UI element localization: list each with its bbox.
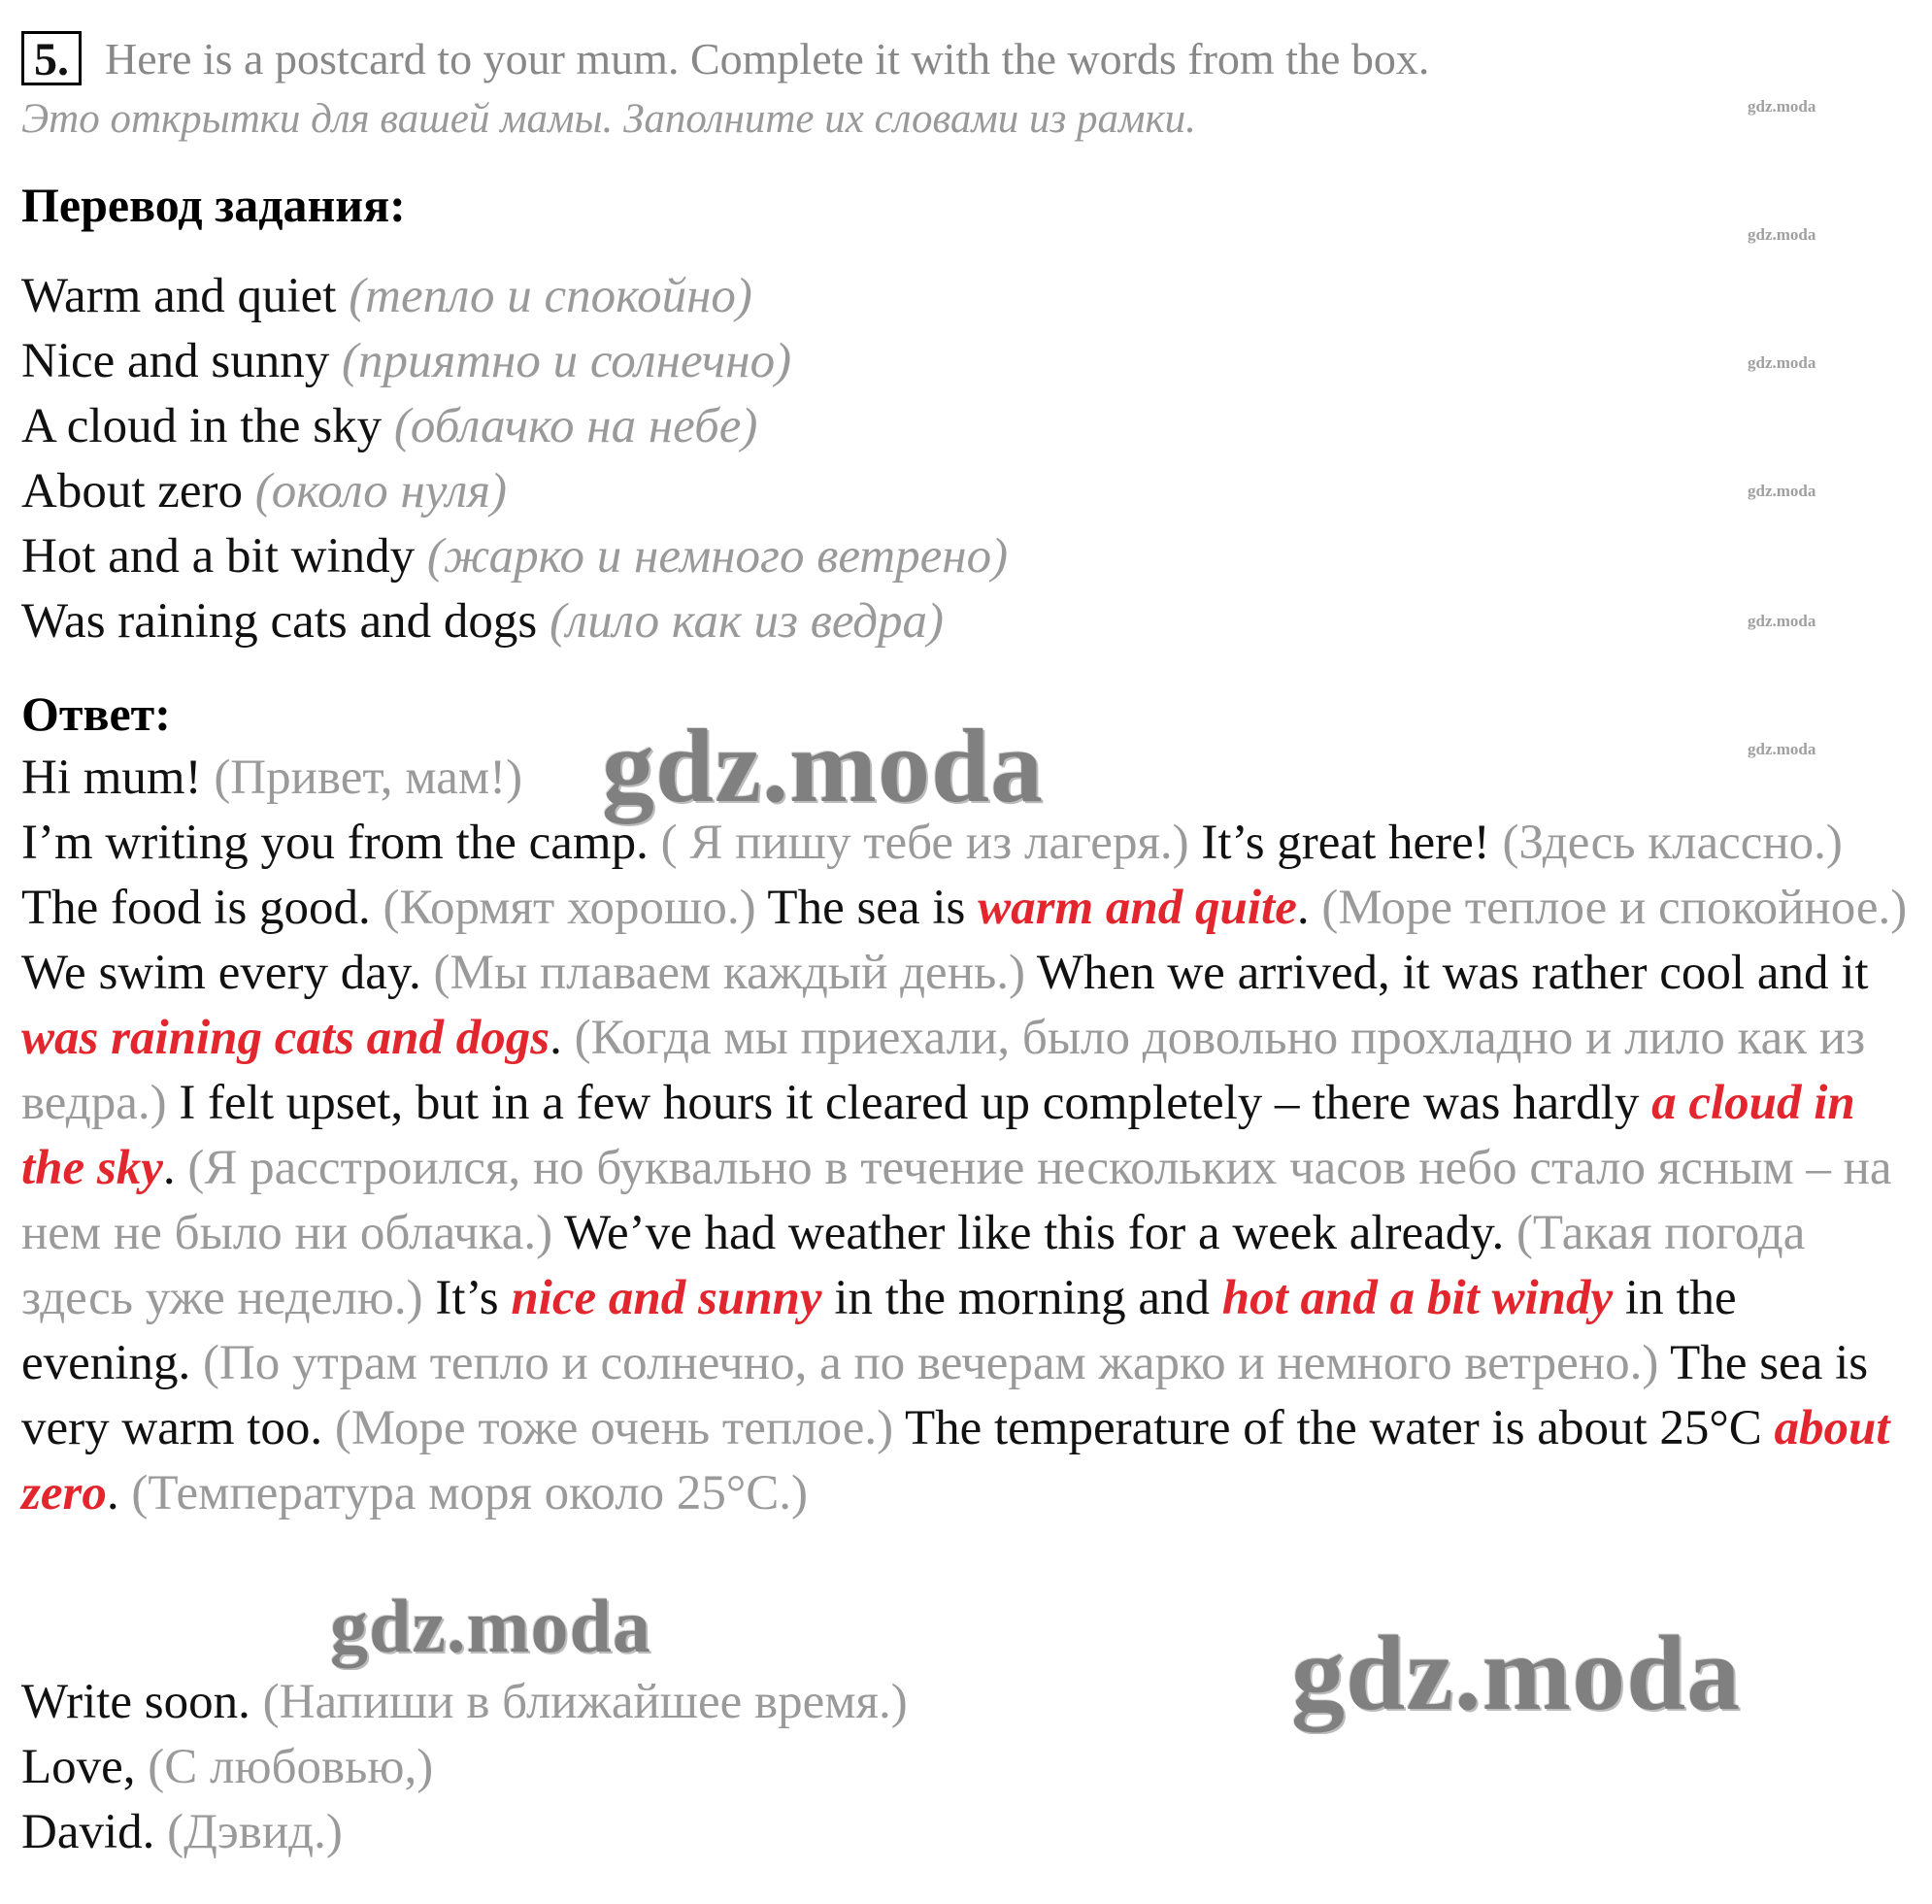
translation-item xyxy=(21,589,944,654)
translation-item xyxy=(21,264,752,329)
closing-ru: (Напиши в ближайшее время.) xyxy=(262,1675,908,1729)
sentence: in the evening. xyxy=(21,1271,1737,1390)
sentence: The sea is xyxy=(767,881,966,935)
answer-fill: was raining cats and dogs xyxy=(21,1011,550,1065)
closing-ru: (С любовью,) xyxy=(148,1740,434,1794)
sentence-ru: ( Я пишу тебе из лагеря.) xyxy=(660,816,1189,870)
sentence-ru: (Температура моря около 25°C.) xyxy=(131,1466,809,1520)
sentence: We’ve had weather like this for a week already. xyxy=(563,1206,1505,1260)
answer-fill: a cloud in the sky xyxy=(21,1076,1855,1195)
sentence: The food is good. xyxy=(21,881,371,935)
watermark-large: gdz.moda xyxy=(330,1584,651,1668)
signature: David. xyxy=(21,1805,155,1859)
signature-line xyxy=(21,1800,1915,1865)
sentence-ru: (По утрам тепло и солнечно, а по вечерам жарко и немного ветрено.) xyxy=(202,1336,1659,1390)
sentence-ru: (Море тоже очень теплое.) xyxy=(334,1401,894,1455)
greeting-ru: (Привет, мам!) xyxy=(214,751,523,805)
watermark-large: gdz.moda xyxy=(602,709,1045,824)
phrase-en: Was raining cats and dogs xyxy=(21,594,538,649)
phrase-ru: (тепло и спокойно) xyxy=(349,269,752,323)
translation-item xyxy=(21,459,507,524)
translation-heading: Перевод задания: xyxy=(21,178,406,232)
signature-ru: (Дэвид.) xyxy=(167,1805,343,1859)
sentence-ru: (Море теплое и спокойное.) xyxy=(1321,881,1908,935)
watermark-small: gdz.moda xyxy=(1748,482,1816,500)
translation-item xyxy=(21,329,791,394)
phrase-ru: (около нуля) xyxy=(254,464,507,518)
watermark-small: gdz.moda xyxy=(1748,97,1816,116)
phrase-en: About zero xyxy=(21,464,244,518)
greeting: Hi mum! xyxy=(21,751,202,805)
sentence: When we arrived, it was rather cool and it xyxy=(1036,946,1869,1000)
watermark-small: gdz.moda xyxy=(1748,740,1816,758)
sentence-ru: (Я расстроился, но буквально в течение нескольких часов небо стало ясным – на нем не было ни облачка.) xyxy=(21,1141,1892,1260)
answer-fill: about zero xyxy=(21,1401,1890,1520)
phrase-ru: (лило как из ведра) xyxy=(550,594,944,649)
sentence-ru: (Здесь классно.) xyxy=(1502,816,1843,870)
phrase-ru: (облачко на небе) xyxy=(393,399,758,453)
postcard-body: I’m writing you from the camp. ( Я пишу тебе из лагеря.) It’s great here! (Здесь классно.) The food is good. (Кормят хорошо.) The sea is warm and quite. (Море теплое и спокойное.) We swim every day. (Мы плаваем каждый день.) When we arrived, it was rather cool and it was raining cats and dogs. (Когда мы приехали, было довольно прохладно и лило как из ведра.) I felt upset, but in a few hours it cleared up completely – there was hardly a cloud in the sky. (Я расстроился, но буквально в течение нескольких часов небо стало ясным – на нем не было ни облачка.) We’ve had weather like this for a week already. (Такая погода здесь уже неделю.) It’s nice and sunny in the morning and hot and a bit windy in the evening. (По утрам тепло и солнечно, а по вечерам жарко и немного ветрено.) The sea is very warm too. (Море тоже очень теплое.) The temperature of the water is about 25°C about zero. (Температура моря около 25°C.) xyxy=(21,816,1908,1520)
task-instruction-en: Here is a postcard to your mum. Complete it with the words from the box. xyxy=(105,34,1430,84)
phrase-ru: (приятно и солнечно) xyxy=(342,334,792,388)
exercise-number: 5. xyxy=(21,31,82,85)
task-instruction-ru: Это открытки для вашей мамы. Заполните их словами из рамки. xyxy=(21,96,1196,142)
answer-fill: hot and a bit windy xyxy=(1221,1271,1614,1325)
sentence-ru: (Такая погода здесь уже неделю.) xyxy=(21,1206,1806,1325)
sentence: It’s xyxy=(435,1271,499,1325)
sentence: The sea is very warm too. xyxy=(21,1336,1869,1455)
sentence: The temperature of the water is about 25°C xyxy=(904,1401,1762,1455)
answer-fill: warm and quite xyxy=(978,881,1297,935)
sentence: It’s great here! xyxy=(1201,816,1490,870)
phrase-ru: (жарко и немного ветрено) xyxy=(426,529,1009,584)
sentence-ru: (Мы плаваем каждый день.) xyxy=(433,946,1025,1000)
translation-item xyxy=(21,524,1008,589)
phrase-en: Hot and a bit windy xyxy=(21,529,416,584)
answer-heading: Ответ: xyxy=(21,686,171,741)
phrase-en: Warm and quiet xyxy=(21,269,337,323)
sentence: in the morning and xyxy=(834,1271,1210,1325)
closing: Love, xyxy=(21,1740,136,1794)
phrase-en: A cloud in the sky xyxy=(21,399,383,453)
watermark-small: gdz.moda xyxy=(1748,225,1816,244)
closing: Write soon. xyxy=(21,1675,250,1729)
sentence-ru: (Кормят хорошо.) xyxy=(383,881,756,935)
sentence: We swim every day. xyxy=(21,946,421,1000)
watermark-small: gdz.moda xyxy=(1748,353,1816,372)
translation-item xyxy=(21,394,757,459)
phrase-en: Nice and sunny xyxy=(21,334,330,388)
sentence: I’m writing you from the camp. xyxy=(21,816,649,870)
watermark-small: gdz.moda xyxy=(1748,612,1816,630)
sentence: I felt upset, but in a few hours it cleared up completely – there was hardly xyxy=(179,1076,1640,1130)
sentence-ru: (Когда мы приехали, было довольно прохладно и лило как из ведра.) xyxy=(21,1011,1866,1130)
answer-fill: nice and sunny xyxy=(511,1271,822,1325)
closing-line xyxy=(21,1735,1915,1800)
watermark-large: gdz.moda xyxy=(1291,1614,1742,1732)
